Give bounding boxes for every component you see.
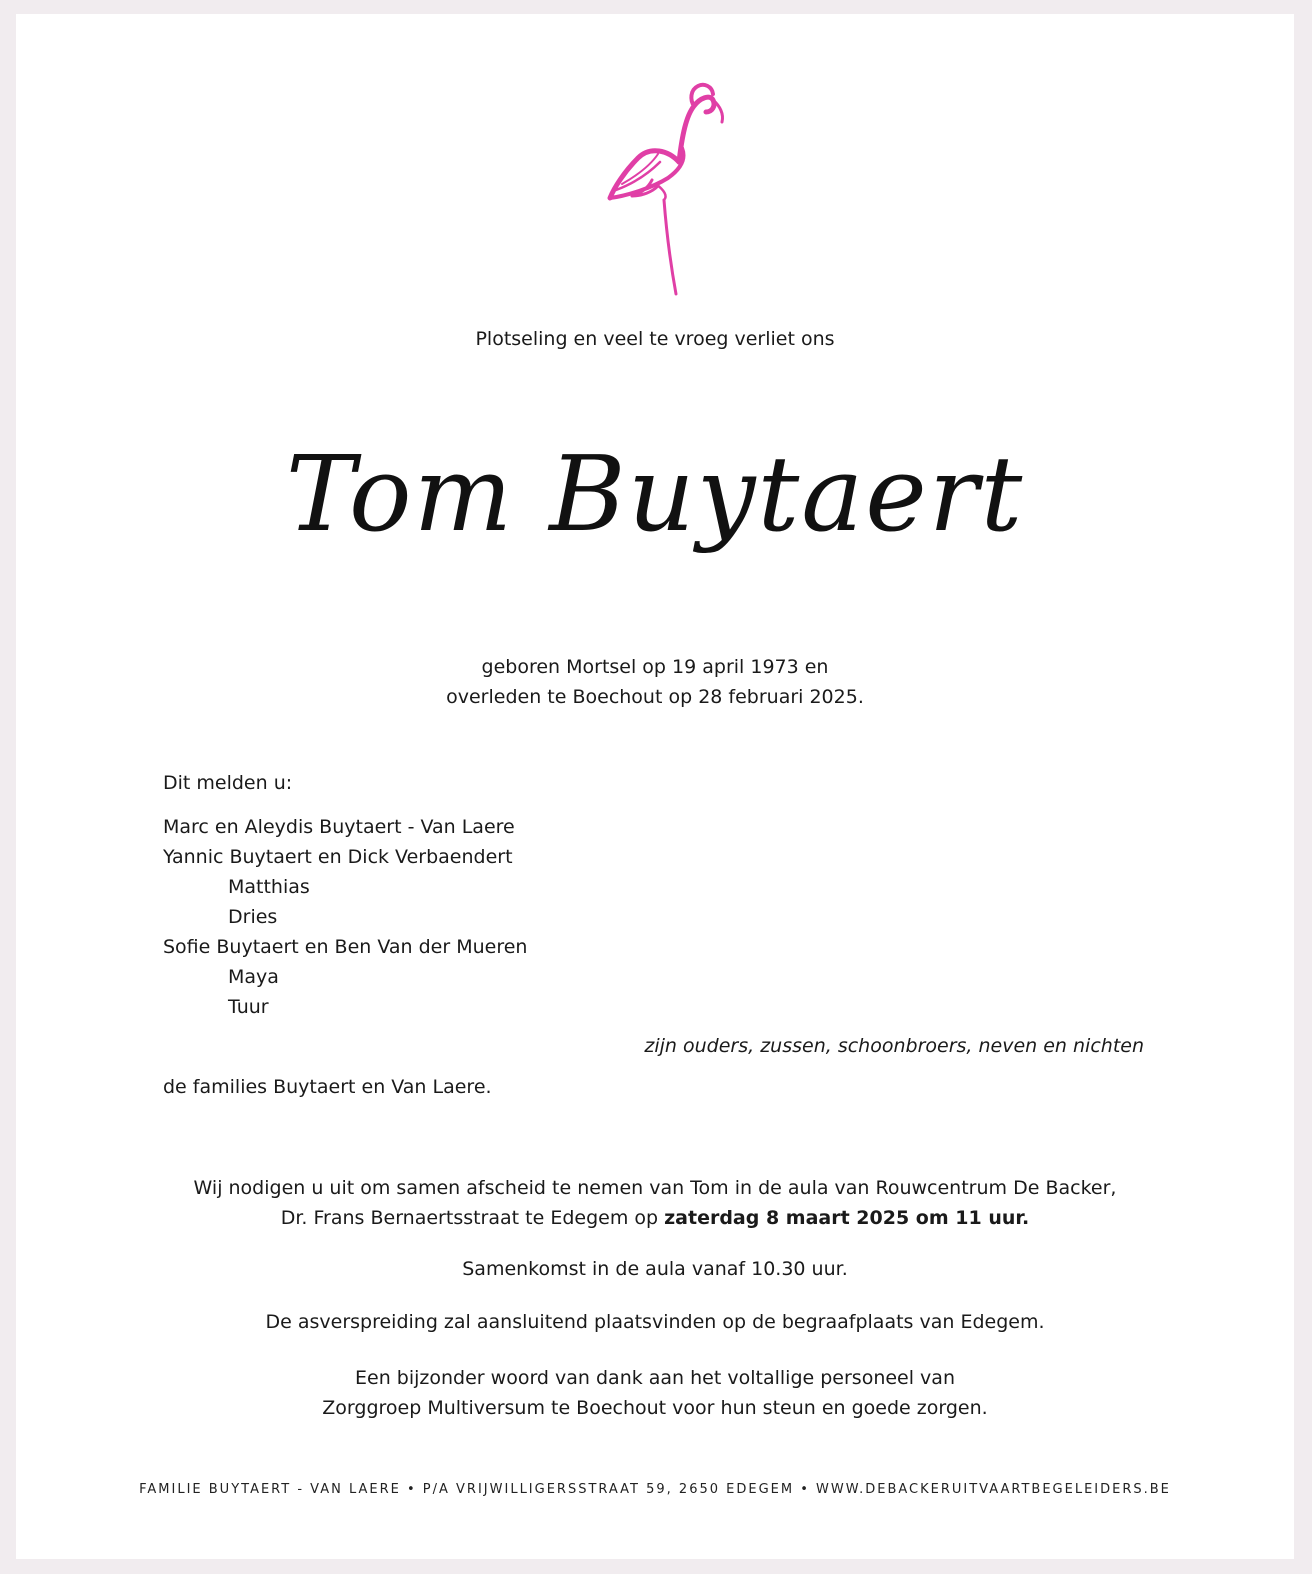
birth-line: geboren Mortsel op 19 april 1973 en: [481, 656, 829, 678]
mourner-item: Matthias: [228, 876, 310, 898]
invitation-location: Dr. Frans Bernaertsstraat te Edegem op: [280, 1207, 665, 1229]
death-line: overleden te Boechout op 28 februari 2025.: [446, 686, 864, 708]
thanks-line: Een bijzonder woord van dank aan het voltallige personeel van: [355, 1367, 955, 1389]
invitation-text: [16, 1173, 1294, 1233]
thanks-text: [16, 1363, 1294, 1423]
mourner-item: Marc en Aleydis Buytaert - Van Laere: [163, 816, 515, 838]
deceased-name: Tom Buytaert: [285, 433, 1025, 555]
mourner-item: Maya: [228, 966, 279, 988]
families-text: de families Buytaert en Van Laere.: [163, 1076, 492, 1098]
mourner-item: Dries: [228, 906, 278, 928]
gathering-text: Samenkomst in de aula vanaf 10.30 uur.: [462, 1258, 848, 1280]
invitation-line: [16, 1203, 1294, 1233]
footer-contact: FAMILIE BUYTAERT - VAN LAERE • P/A VRIJWILLIGERSSTRAAT 59, 2650 EDEGEM • WWW.DEBACKERUITVAARTBEGELEIDERS.BE: [139, 1482, 1171, 1497]
mourners-list: [163, 812, 527, 1022]
life-dates: [16, 652, 1294, 712]
ashes-text: De asverspreiding zal aansluitend plaatsvinden op de begraafplaats van Edegem.: [265, 1311, 1045, 1333]
ceremony-datetime: zaterdag 8 maart 2025 om 11 uur.: [664, 1207, 1030, 1229]
relation-text: zijn ouders, zussen, schoonbroers, neven en nichten: [644, 1035, 1144, 1057]
mourner-item: Yannic Buytaert en Dick Verbaendert: [163, 846, 513, 868]
intro-text: Plotseling en veel te vroeg verliet ons: [475, 328, 835, 350]
flamingo-icon: [586, 66, 726, 298]
thanks-line: Zorggroep Multiversum te Boechout voor hun steun en goede zorgen.: [322, 1397, 988, 1419]
mourner-item: Tuur: [228, 996, 269, 1018]
invitation-line: Wij nodigen u uit om samen afscheid te nemen van Tom in de aula van Rouwcentrum De Backer,: [193, 1177, 1117, 1199]
announce-text: Dit melden u:: [163, 772, 293, 794]
mourner-item: Sofie Buytaert en Ben Van der Mueren: [163, 936, 528, 958]
notice-card: [16, 14, 1294, 1559]
